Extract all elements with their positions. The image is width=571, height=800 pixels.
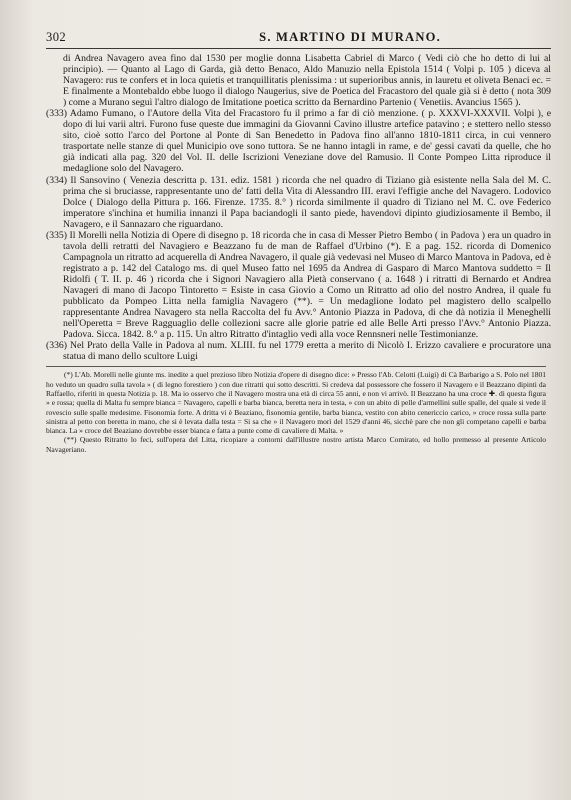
running-title: S. MARTINO DI MURANO.	[259, 30, 441, 44]
note-333: (333) Adamo Fumano, o l'Autore della Vita del Fracastoro fu il primo a far di ciò menzione. ( p. XXXVI-XXXVII. Volpi ), e dopo di lui varii altri. Furono fuse queste due immagini da Giovanni Cavino illustre artefice patavino ; e stettero nello stesso sito, cioè sotto l'arco del Portone al Ponte di San Benedetto in Padova fino all'anno 1810-1811 circa, in cui vennero trasportate nelle stanze di quel Municipio ove sono tuttora. Se ne hanno intagli in rame, e de' gessi cavati da quelle, che ho già indicati alla pag. 320 del Vol. II. delle Iscrizioni Veneziane dove del Ramusio. Il Conte Pompeo Litta riproduce il medaglione solo del Navagero.	[46, 108, 551, 175]
page-number: 302	[46, 30, 67, 44]
footnote-1: (*) L'Ab. Morelli nelle giunte ms. inedite a quel prezioso libro Notizia d'opere di disegno dice: » Presso l'Ab. Celotti (Luigi) di Cà Barbarigo a S. Polo nel 1801 ho veduto un quadro sulla tavola » ( di legno forestiero ) con due ritratti qui sotto descritti. Si credeva dal possessore che fossero il Navagero e il Beazzano dipinti da Raffaello, riferiti in questa Notizia p. 18. Ma io osservo che il Navagero mostra una età di circa 55 anni, e non vi arrivò. Il Beazzano ha una croce ✚. di questa figura » e rossa; quella di Malta fu sempre bianca = Navagero, capelli e barba bianca, beretta nera in testa, » con un abito di pelle d'armellini sulle spalle, del quale si vede il rovescio sulle spalle medesime. Fisonomia forte. A dritta vi è Beaziano, fisonomia gentile, barba bianca, vestito con abito cenericcio carico, » croce rossa sulla parte sinistra al petto con beretta in mano, che si è levata dalla testa = Si sa che » il Navagero morì del 1529 d'anni 46, sicchè pare che non gli competano capelli e barba bianca. La » croce del Beaziano dovrebbe esser bianca e fatta a punte come di cavaliere di Malta. »	[46, 370, 546, 436]
footnote-2: (**) Questo Ritratto lo feci, sull'opera del Litta, ricopiare a contorni dall'illustre nostro artista Marco Comirato, ed hollo premesso al presente Articolo Navageriano.	[46, 435, 546, 454]
note-334: (334) Il Sansovino ( Venezia descritta p. 131. ediz. 1581 ) ricorda che nel quadro di Tiziano già esistente nella Sala del M. C. prima che si bruciasse, rappresentante uno de' fatti della Vita di Alessandro III. eravi l'effigie anche del Navagero. Lodovico Dolce ( Dialogo della Pittura p. 166. Firenze. 1735. 8.° ) ricorda similmente il quadro di Tiziano nel M. C. ove Federico imperatore s'inchina et humilia innanzi il Papa baciandogli il santo piede, havendovi dipinto giudiziosamente il Bembo, il Navagero, e il Sannazaro che riguardano.	[46, 174, 551, 230]
note-336: (336) Nel Prato della Valle in Padova al num. XLIII. fu nel 1779 eretta a merito di Nicolò I. Erizzo cavaliere e procuratore una statua di mano dello scultore Luigi	[46, 340, 551, 363]
note-335: (335) Il Morelli nella Notizia di Opere di disegno p. 18 ricorda che in casa di Messer Pietro Bembo ( in Padova ) era un quadro in tavola delli retratti del Navagiero e Beazzano fu de man de Raffael d'Urbino (*). E a pag. 152. ricorda di Domenico Campagnola un ritratto ad acquerella di Andrea Navagero, il quale già vedevasi nel Museo di Marco Mantova in Padova, ed è registrato a p. 142 del Catalogo ms. di quel Museo fatto nel 1695 da Andrea di Gasparo di Marco Mantova suddetto = Il Ridolfi ( T. II. p. 46 ) ricorda che i Signori Navagiero alla Pietà conservano ( a. 1648 ) i ritratti di Bernardo et Andrea Navageri di mano di Jacopo Tintoretto = Esiste in casa Giovio a Como un Ritratto ad olio del nostro Andrea, il quale fu pubblicato da Pompeo Litta nella famiglia Navagero (**). = Un medaglione lodato pel magistero dello scalpello rappresentante Andrea Navagero sta nella Raccolta del fu Avv.° Antonio Piazza in Padova, di che dà notizia il Meneghelli nell'Operetta = Breve Ragguaglio delle collezioni sacre alle glorie patrie ed alle Belle Arti presso l'Avv.° Antonio Piazza. Padova. Sicca. 1842. 8.° a p. 115. Un altro Ritratto d'intaglio vedi alla voce Rennsneri nelle Testimonianze.	[46, 229, 551, 341]
main-text	[46, 53, 551, 362]
paragraph-continuation: di Andrea Navagero avea fino dal 1530 per moglie donna Lisabetta Cabriel di Marco ( Vedi ciò che ho detto di lui al principio). — Quanto al Lago di Garda, già detto Benaco, Aldo Manuzio nella Epistola 1514 ( Volpi p. 105 ) diceva al Navagero: rus te confers et in loca quietis et tranquillitatis plenissima : ut superioribus annis, in lauretu et oliveta Benaci ec. = E finalmente a Montebaldo ebbe luogo il dialogo Naugerius, sive de Poetica del Fracastoro del quale già si è detto ( nota 309 ) come a Murano seguì l'altro dialogo de Imitatione poetica scritto da Bernardino Partenio ( Venetiis. Avancius 1565 ).	[63, 53, 551, 109]
footnotes	[46, 366, 546, 454]
page-header	[46, 30, 551, 49]
